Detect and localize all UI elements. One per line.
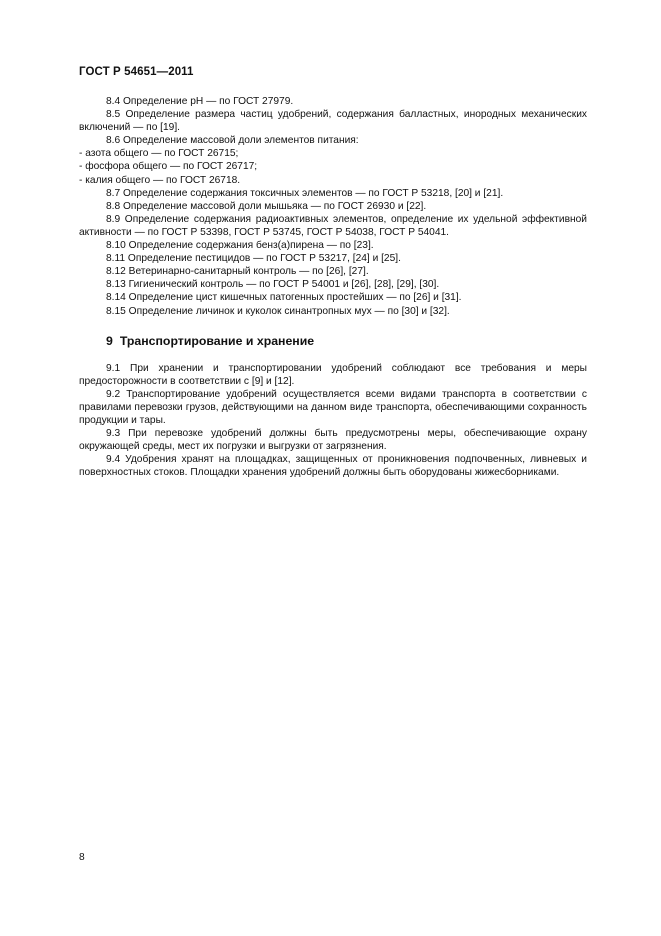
clause-8-14: 8.14 Определение цист кишечных патогенных простейших — по [26] и [31]. [106,292,462,304]
clause-8-7: 8.7 Определение содержания токсичных элементов — по ГОСТ Р 53218, [20] и [21]. [106,187,504,199]
document-header: ГОСТ Р 54651—2011 [79,66,194,78]
clause-9-1: 9.1 При хранении и транспортировании удобрений соблюдают все требования и меры предосторожности в соответствии с [9] и [12]. [79,362,587,387]
list-item-potassium: - калия общего — по ГОСТ 26718. [79,174,241,186]
section-8-list [79,95,587,318]
section-9-number: 9 [106,333,113,348]
clause-8-11: 8.11 Определение пестицидов — по ГОСТ Р 53217, [24] и [25]. [106,253,401,265]
clause-8-9: 8.9 Определение содержания радиоактивных элементов, определение их удельной эффективной активности — по ГОСТ Р 53398, ГОСТ Р 53745, ГОСТ Р 54038, ГОСТ Р 54041. [79,213,587,238]
section-9-heading [79,334,587,349]
list-item-phosphorus: - фосфора общего — по ГОСТ 26717; [79,161,258,173]
clause-8-13: 8.13 Гигиенический контроль — по ГОСТ Р 54001 и [26], [28], [29], [30]. [106,279,440,291]
section-9-title: Транспортирование и хранение [119,333,315,348]
clause-8-4: 8.4 Определение pH — по ГОСТ 27979. [106,96,294,107]
page-number: 8 [79,852,85,863]
clause-9-2: 9.2 Транспортирование удобрений осуществляется всеми видами транспорта в соответствии с правилами перевозки грузов, действующими на данном виде транспорта, обеспечивающими сохранность продукции и тары. [79,388,587,426]
list-item-nitrogen: - азота общего — по ГОСТ 26715; [79,148,239,160]
clause-9-3: 9.3 При перевозке удобрений должны быть предусмотрены меры, обеспечивающие охрану окружающей среды, мест их погрузки и выгрузки от загрязнения. [79,428,587,453]
clause-8-5: 8.5 Определение размера частиц удобрений, содержания балластных, инородных механических включений — по [19]. [79,109,587,134]
clause-8-12: 8.12 Ветеринарно-санитарный контроль — по [26], [27]. [106,266,369,278]
clause-8-6: 8.6 Определение массовой доли элементов питания: [106,135,359,147]
clause-8-10: 8.10 Определение содержания бенз(а)пирена — по [23]. [106,240,374,252]
clause-9-4: 9.4 Удобрения хранят на площадках, защищенных от проникновения подпочвенных, ливневых и поверхностных стоков. Площадки хранения удобрений должны быть оборудованы жижесборниками. [79,454,587,479]
section-9-list [79,362,587,480]
document-body [79,95,587,479]
clause-8-15: 8.15 Определение личинок и куколок синантропных мух — по [30] и [32]. [106,305,450,317]
clause-8-8: 8.8 Определение массовой доли мышьяка — по ГОСТ 26930 и [22]. [106,200,427,212]
